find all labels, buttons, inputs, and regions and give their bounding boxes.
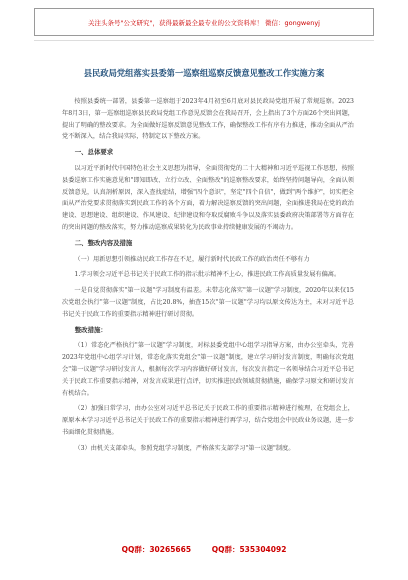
paragraph: （一）用新思想引领推动民政工作存在不足，履行新时代民政工作的政治责任不够有力 — [74, 255, 310, 263]
paragraph: 按照县委统一部署，县委第一巡察组于2023年4月初至6月底对县民政局党组开展了常规巡察。2023年8月3日，第一巡察组巡察县民政局党组工作意见反馈会在我局召开，会上指出了3个方面26个突出问题，提出了明确的整改要求。为全面做好巡察反馈意见整改工作，确保整改工作有序有力推进，推动全面从严治党不断深入，结合我局实际，特制定以下整改方案。 — [62, 98, 354, 141]
document-title: 县民政局党组落实县委第一巡察组巡察反馈意见整改工作实施方案 — [83, 68, 325, 78]
promo-banner — [34, 8, 374, 36]
header-divider — [34, 40, 374, 41]
paragraph: 以习近平新时代中国特色社会主义思想为指导，全面贯彻党的二十大精神和习近平巡视工作思想，按照县委巡察工作实施意见和"即知即改、立行立改、全面整改"的巡察整改要求，始终坚持问题导向，全面认领反馈意见，认真剖析原因，深入查找症结，增强"四个意识"，坚定"四个自信"，做到"两个维护"，切实把全面从严治党要求贯彻落实到民政工作的各个方面，着力解决巡察反馈的突出问题，全面推进我局在党的政治建设、思想建设、组织建设、作风建设、纪律建设和夺取反腐败斗争以及落实县委政府决策部署等方面存在的突出问题的整改落实，努力推动巡察成果转化为民政事业持续健康发展的不竭动力。 — [62, 164, 354, 231]
paragraph: 1.学习领会习近平总书记关于民政工作的指示批示精神不上心，推进民政工作高质量发展有偏离。 — [74, 271, 341, 279]
footer-qq-groups — [0, 544, 408, 555]
paragraph: （3）由机关支部牵头，参照党组学习制度，严格落实支部学习"第一议题"制度。 — [74, 444, 295, 452]
section-heading: 二、整改内容及措施 — [74, 238, 133, 247]
section-heading: 一、总体要求 — [74, 148, 114, 157]
paragraph: （2）加强日常学习，由办公室对习近平总书记关于民政工作的重要指示精神进行梳理，在党组会上，原原本本学习习近平总书记关于民政工作的重要指示精神进行再学习，结合党组会中民政业务议题，进一步书面细化贯彻措施。 — [62, 405, 354, 436]
paragraph: 一是自觉贯彻落实"第一议题"学习制度有温差。未带志化落实"第一议题"学习制度，2020年以来仅15次党组会执行"第一议题"制度，占比20.8%，抽查15次"第一议题"学习均以原文传达为主，未对习近平总书记关于民政工作的重要指示精神进行研讨贯彻。 — [62, 287, 354, 318]
promo-banner-text: 关注头条号"公文研究"，获得最新最全最专业的公文资料库！ 微信：gongwenyj — [88, 18, 320, 27]
qq-group-1: QQ群：30265665 — [121, 545, 192, 554]
section-heading: 整改措施： — [74, 325, 107, 334]
document-body — [62, 96, 354, 459]
paragraph: （1）常态化严格执行"第一议题"学习制度，对标县委党组中心组学习指导方案，由办公室牵头，完善2023年党组中心组学习计划，常态化落实党组会"第一议题"制度，建立学习研讨发言制度，明确每次党组会"第一议题"学习研讨发言人，根据每次学习内容做好研讨发言，每次发言指定一名领导结合习近平总书记关于民政工作重要指示精神，对发言成果进行点评，切实推进民政领域贯彻措施，确保学习原文和研讨发言有机结合。 — [62, 342, 354, 397]
qq-group-2: QQ群：535304092 — [211, 545, 287, 554]
